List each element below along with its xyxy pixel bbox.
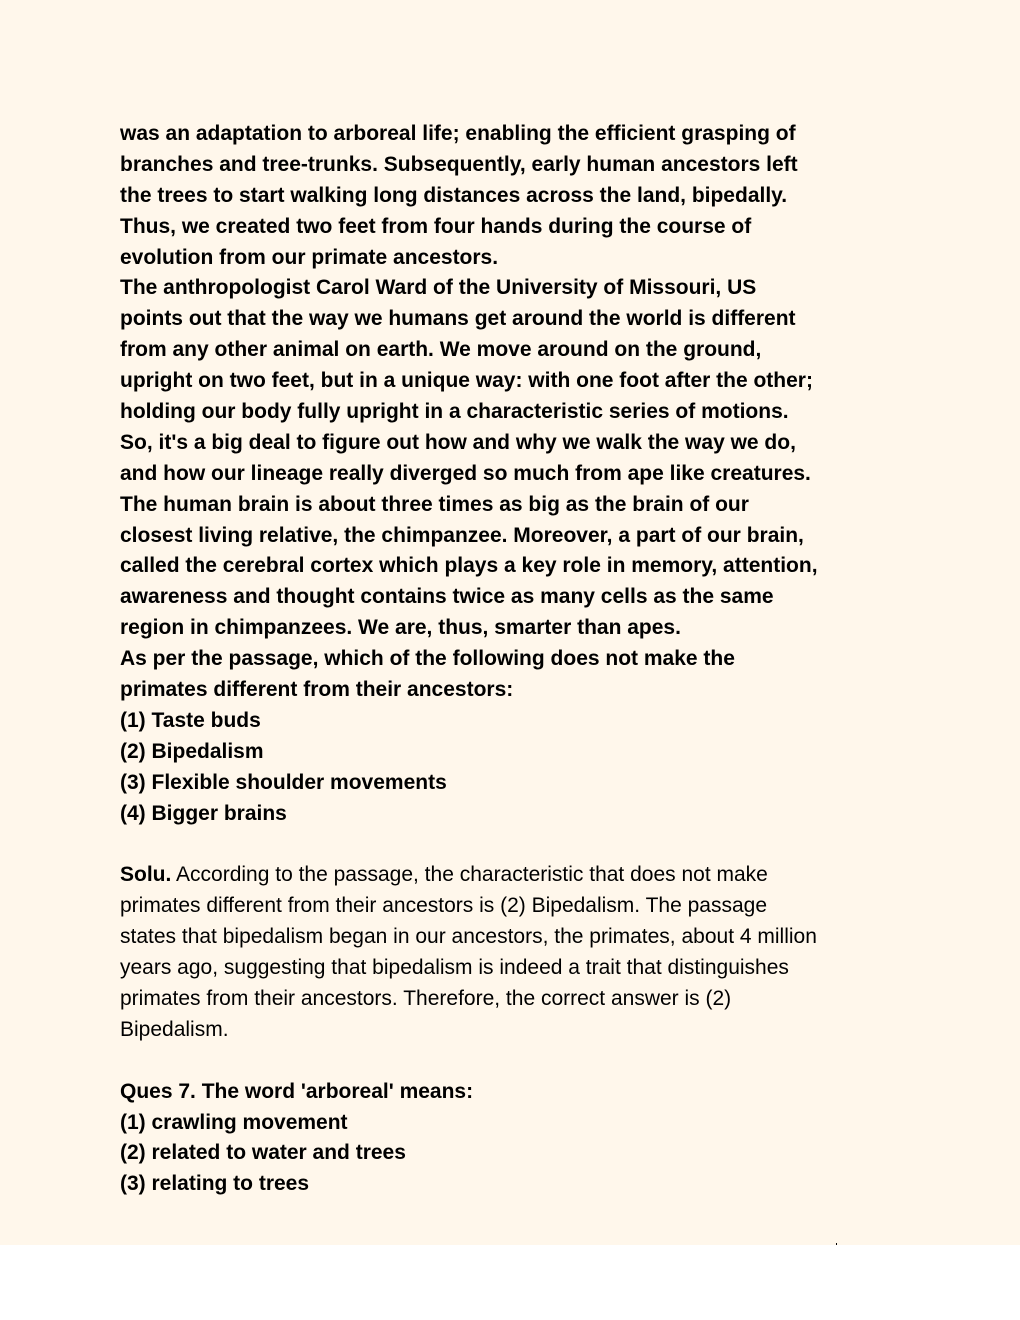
solution-line: states that bipedalism began in our ancestors, the primates, about 4 million [120, 925, 817, 949]
passage-line: from any other animal on earth. We move around on the ground, [120, 338, 762, 362]
passage-line: closest living relative, the chimpanzee. Moreover, a part of our brain, [120, 523, 804, 547]
question-option: (2) Bipedalism [120, 739, 264, 763]
passage-line: was an adaptation to arboreal life; enabling the efficient grasping of [120, 122, 796, 145]
passage-line: primates different from their ancestors: [120, 678, 514, 702]
passage-line: The anthropologist Carol Ward of the University of Missouri, US [120, 276, 757, 300]
passage-line: points out that the way we humans get around the world is different [120, 307, 796, 331]
passage-line: Thus, we created two feet from four hands during the course of [120, 214, 752, 238]
passage-line: So, it's a big deal to figure out how and why we walk the way we do, [120, 430, 796, 454]
solution-text: According to the passage, the characteristic that does not make [171, 863, 768, 887]
solution-line: primates from their ancestors. Therefore, the correct answer is (2) [120, 986, 732, 1010]
question-option: (3) relating to trees [120, 1172, 310, 1196]
solution-line: primates different from their ancestors is (2) Bipedalism. The passage [120, 894, 768, 918]
passage-line: holding our body fully upright in a characteristic series of motions. [120, 400, 789, 424]
passage-line: region in chimpanzees. We are, thus, smarter than apes. [120, 616, 681, 640]
passage [120, 119, 1000, 829]
solution [120, 860, 1000, 1045]
solution-line [120, 860, 1000, 891]
passage-line: branches and tree-trunks. Subsequently, early human ancestors left [120, 152, 798, 176]
passage-line: awareness and thought contains twice as many cells as the same [120, 585, 774, 609]
solution-line: Bipedalism. [120, 1017, 229, 1041]
spacer [120, 1046, 1000, 1077]
passage-line: As per the passage, which of the following does not make the [120, 647, 735, 671]
passage-line: the trees to start walking long distances across the land, bipedally. [120, 183, 788, 207]
passage-line: and how our lineage really diverged so much from ape like creatures. [120, 461, 811, 485]
passage-line: upright on two feet, but in a unique way: with one foot after the other; [120, 369, 813, 393]
question-option: (4) Bigger brains [120, 801, 287, 825]
document-content [120, 119, 1000, 1200]
passage-line: called the cerebral cortex which plays a key role in memory, attention, [120, 554, 818, 578]
question-option: (1) crawling movement [120, 1110, 348, 1134]
question-option: (3) Flexible shoulder movements [120, 770, 447, 794]
passage-line: The human brain is about three times as big as the brain of our [120, 492, 749, 516]
solution-label: Solu. [120, 863, 172, 887]
question-7 [120, 1077, 1000, 1201]
page-mark [836, 1243, 837, 1245]
passage-line: evolution from our primate ancestors. [120, 245, 499, 269]
spacer [120, 829, 1000, 860]
question-option: (2) related to water and trees [120, 1141, 406, 1165]
solution-line: years ago, suggesting that bipedalism is indeed a trait that distinguishes [120, 956, 789, 980]
question-title: Ques 7. The word 'arboreal' means: [120, 1079, 474, 1103]
question-option: (1) Taste buds [120, 708, 261, 732]
